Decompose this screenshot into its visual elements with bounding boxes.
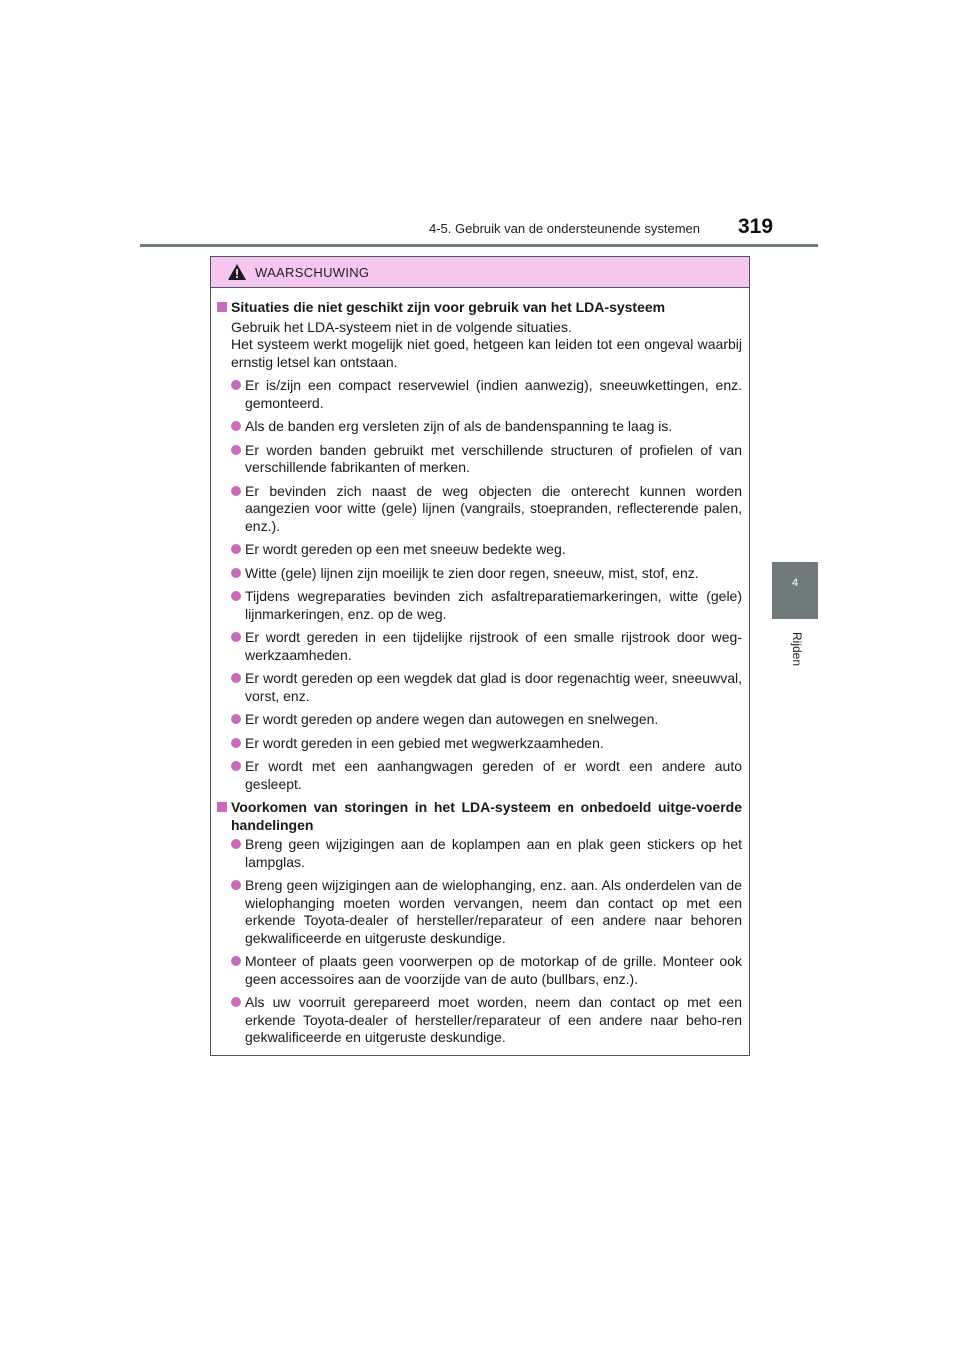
section-heading: Situaties die niet geschikt zijn voor gebruik van het LDA-systeem	[217, 299, 742, 317]
section-heading: Voorkomen van storingen in het LDA-systeem en onbedoeld uitge-voerde handelingen	[217, 799, 742, 834]
chapter-label: Rijden	[790, 632, 804, 667]
list-item: Breng geen wijzigingen aan de wielophanging, enz. aan. Als onderdelen van de wielophanging moeten worden vervangen, neem dan contact op met een erkende Toyota-dealer of hersteller/reparateur of een andere naar behoren gekwalificeerde en uitgeruste deskundige.	[217, 877, 742, 947]
circle-bullet-icon	[231, 568, 241, 578]
circle-bullet-icon	[231, 839, 241, 849]
list-item: Als uw voorruit gerepareerd moet worden, neem dan contact op met een erkende Toyota-dealer of hersteller/reparateur of een andere naar beho-ren gekwalificeerde en uitgeruste deskundige.	[217, 994, 742, 1047]
circle-bullet-icon	[231, 632, 241, 642]
circle-bullet-icon	[231, 544, 241, 554]
list-item: Er wordt met een aanhangwagen gereden of er wordt een andere auto gesleept.	[217, 758, 742, 793]
circle-bullet-icon	[231, 486, 241, 496]
list-item: Er wordt gereden in een gebied met wegwerkzaamheden.	[217, 735, 742, 753]
circle-bullet-icon	[231, 673, 241, 683]
circle-bullet-icon	[231, 380, 241, 390]
header-divider	[140, 244, 818, 247]
chapter-tab	[772, 562, 818, 619]
circle-bullet-icon	[231, 880, 241, 890]
square-bullet-icon	[217, 302, 227, 312]
list-item: Er wordt gereden op een wegdek dat glad is door regenachtig weer, sneeuwval, vorst, enz.	[217, 670, 742, 705]
warning-triangle-icon	[227, 263, 247, 281]
list-item: Er wordt gereden op een met sneeuw bedekte weg.	[217, 541, 742, 559]
circle-bullet-icon	[231, 997, 241, 1007]
warning-title: WAARSCHUWING	[255, 264, 370, 280]
circle-bullet-icon	[231, 445, 241, 455]
circle-bullet-icon	[231, 591, 241, 601]
circle-bullet-icon	[231, 714, 241, 724]
square-bullet-icon	[217, 802, 227, 812]
warning-box	[210, 256, 750, 1056]
list-item: Er wordt gereden op andere wegen dan autowegen en snelwegen.	[217, 711, 742, 729]
list-item: Er is/zijn een compact reservewiel (indien aanwezig), sneeuwkettingen, enz. gemonteerd.	[217, 377, 742, 412]
circle-bullet-icon	[231, 421, 241, 431]
list-item: Er wordt gereden in een tijdelijke rijstrook of een smalle rijstrook door weg-werkzaamheden.	[217, 629, 742, 664]
list-item: Tijdens wegreparaties bevinden zich asfaltreparatiemarkeringen, witte (gele) lijnmarkeringen, enz. op de weg.	[217, 588, 742, 623]
warning-header	[211, 257, 749, 288]
intro-text: Gebruik het LDA-systeem niet in de volgende situaties. Het systeem werkt mogelijk niet goed, hetgeen kan leiden tot een ongeval waarbij ernstig letsel kan ontstaan.	[231, 318, 742, 370]
list-item: Er bevinden zich naast de weg objecten die onterecht kunnen worden aangezien voor witte (gele) lijnen (vangrails, stoepranden, reflecterende palen, enz.).	[217, 483, 742, 536]
circle-bullet-icon	[231, 761, 241, 771]
list-item: Monteer of plaats geen voorwerpen op de motorkap of de grille. Monteer ook geen accessoires aan de voorzijde van de auto (bullbars, enz.).	[217, 953, 742, 988]
list-item: Breng geen wijzigingen aan de koplampen aan en plak geen stickers op het lampglas.	[217, 836, 742, 871]
list-item: Er worden banden gebruikt met verschillende structuren of profielen of van verschillende fabrikanten of merken.	[217, 442, 742, 477]
warning-body	[211, 288, 749, 1047]
circle-bullet-icon	[231, 956, 241, 966]
chapter-number: 4	[791, 577, 799, 589]
list-item: Witte (gele) lijnen zijn moeilijk te zien door regen, sneeuw, mist, stof, enz.	[217, 565, 742, 583]
list-item: Als de banden erg versleten zijn of als de bandenspanning te laag is.	[217, 418, 742, 436]
circle-bullet-icon	[231, 738, 241, 748]
page-number: 319	[738, 215, 774, 238]
section-title: 4-5. Gebruik van de ondersteunende systemen	[428, 221, 700, 236]
